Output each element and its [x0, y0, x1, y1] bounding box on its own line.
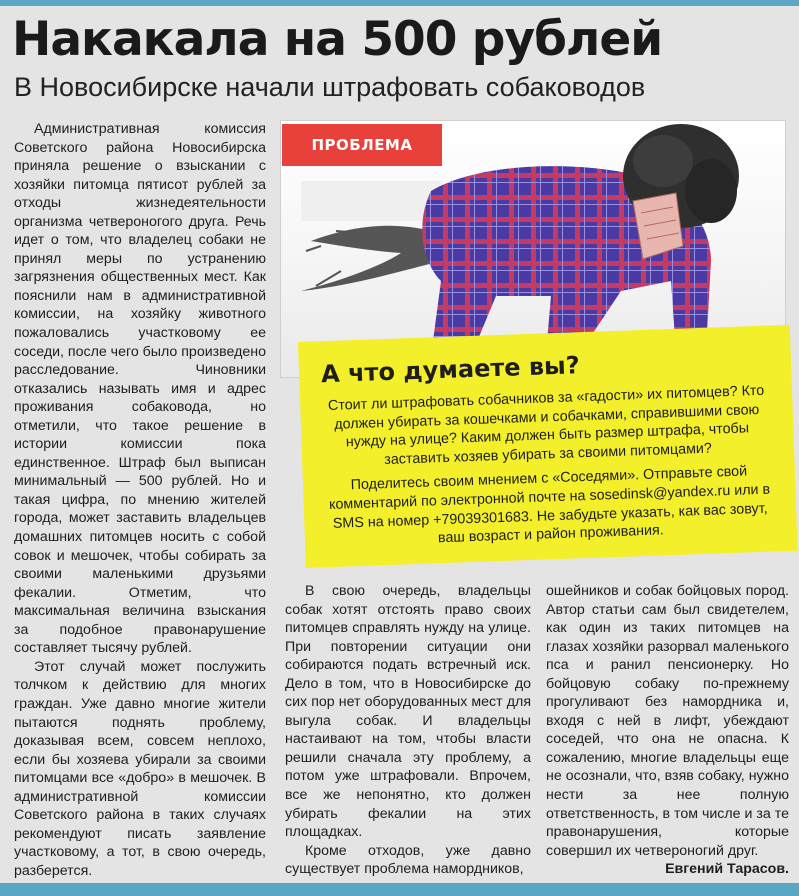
- top-accent-strip: [0, 0, 799, 6]
- bottom-accent-strip: [0, 883, 799, 896]
- author-signature: Евгений Тарасов.: [665, 861, 789, 878]
- article-paragraph: Кроме отходов, уже давно существует проблема намордников,: [285, 842, 531, 878]
- callout-invite: Поделитесь своим мнением с «Соседями». Отправьте свой комментарий по электронной почте на sosedinsk@yandex.ru или в SMS на номер +79039301683. Не забудьте указать, как вас зовут, ваш возраст и район проживания.: [328, 463, 771, 547]
- article-column-3: [546, 582, 789, 879]
- article-paragraph: Этот случай может послужить толчком к действию для многих граждан. Уже давно многие жители пытаются поднять проблему, доказывая всем, совсем неплохо, если бы хозяева убирали за своими питомцами все «добро» в мешочек. В административной комиссии Советского района в таких случаях рекомендуют писать заявление участковому, а тот, в свою очередь, разберется.: [14, 658, 266, 879]
- subheadline: В Новосибирске начали штрафовать собаководов: [14, 72, 646, 102]
- article-paragraph: В свою очередь, владельцы собак хотят отстоять право своих питомцев справлять нужду на улице. При повторении ситуации они собираются подать встречный иск. Дело в том, что в Новосибирске до сих пор нет оборудованных мест для выгула собак. И владельцы настаивают на том, чтобы власти решили сначала эту проблему, а потом уже штрафовали. Впрочем, все же непонятно, кто должен убирать фекалии на этих площадках.: [285, 583, 531, 841]
- problem-tag: ПРОБЛЕМА: [282, 124, 442, 166]
- article-column-1: [14, 120, 266, 880]
- article-paragraph: Административная комиссия Советского района Новосибирска приняла решение о взыскании с хозяйки питомца пятисот рублей за отходы жизнедеятельности организма четвероногого друга. Речь идет о том, что владелец собаки не принял меры по устранению загрязнения общественных мест. Как пояснили нам в административной комиссии, на хозяйку животного пожаловались участковому ее соседи, после чего было произведено расследование. Чиновники отказались называть имя и адрес проживания собаковода, но отметили, что такое решение в истории комиссии пока единственное. Штраф был выписан минимальный — 500 рублей. Но и такая цифра, по мнению жителей города, может заставить владельцев домашних питомцев носить с собой совок и мешочек, чтобы собирать за своими маленькими друзьями фекалии. Отметим, что максимальная величина взыскания за подобное правонарушение составляет тысячу рублей.: [14, 121, 266, 657]
- reader-question-box: [298, 325, 798, 568]
- headline: Накакала на 500 рублей: [12, 12, 663, 67]
- callout-title: А что думаете вы?: [320, 351, 581, 389]
- article-column-2: [285, 582, 531, 879]
- callout-questions: Стоит ли штрафовать собачников за «гадости» их питомцев? Кто должен убирать за кошечками и собачками, справившими свою нужду на улице? Каким должен быть размер штрафа, чтобы заставить хозяев убирать за своими питомцами?: [327, 382, 765, 468]
- article-paragraph: ошейников и собак бойцовых пород. Автор статьи сам был свидетелем, как один из таких питомцев на глазах хозяйки разорвал маленького пса и ранил пенсионерку. Но бойцовую собаку по-прежнему прогуливают без намордника и, входя с ней в лифт, убеждают соседей, что она не опасна. К сожалению, многие владельцы еще не осознали, что, взяв собаку, нужно нести за нее полную ответственность, в том числе и за те правонарушения, которые совершил их четвероногий друг.: [546, 583, 789, 859]
